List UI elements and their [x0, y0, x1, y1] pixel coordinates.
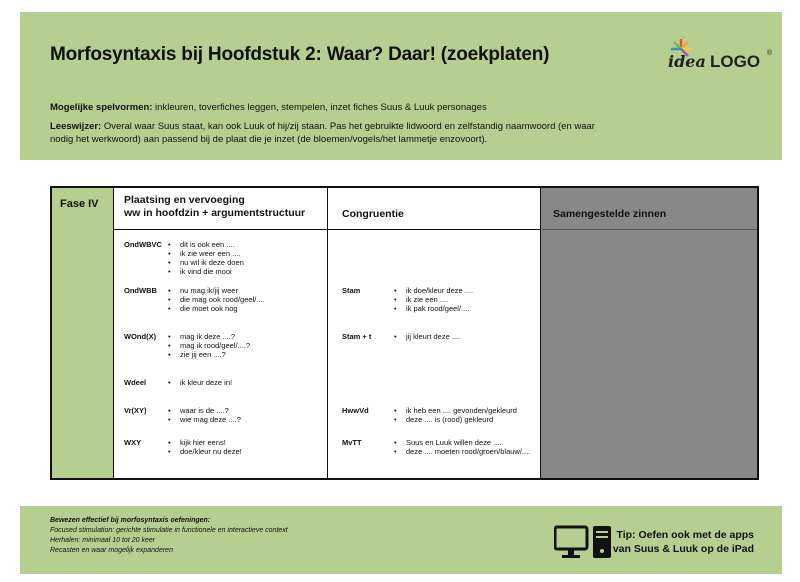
spelvormen-text: inkleuren, toverfiches leggen, stempelen, inzet fiches Suus & Luuk personages — [152, 102, 487, 113]
spelvormen-line — [50, 102, 487, 113]
footer-banner — [20, 506, 782, 574]
fase-label: Fase IV — [60, 198, 99, 210]
exercise-table — [50, 186, 759, 480]
entry-code: Stam — [342, 286, 361, 295]
plaatsing-header — [114, 188, 327, 230]
entry-list — [168, 240, 244, 276]
entry-list — [168, 286, 265, 313]
computer-devices-icon — [554, 524, 614, 560]
spelvormen-label: Mogelijke spelvormen: — [50, 102, 153, 113]
entry-code: WXY — [124, 438, 142, 447]
footer-heading: Bewezen effectief bij morfosyntaxis oefeningen: — [50, 517, 211, 524]
entry-item: • waar is de ....? — [168, 406, 241, 415]
samengestelde-zinnen-column — [541, 188, 757, 478]
plaatsing-header-line2: ww in hoofdzin + argumentstructuur — [124, 207, 306, 219]
entry-code: Vr(XY) — [124, 406, 147, 415]
entry-list — [394, 438, 530, 456]
header-banner — [20, 12, 782, 160]
footer-line: Herhalen: minimaal 10 tot 20 keer — [50, 537, 156, 544]
plaatsing-header-line1: Plaatsing en vervoeging — [124, 194, 245, 206]
tip-text — [613, 528, 754, 556]
entry-item: • ik zie een .... — [394, 295, 473, 304]
samengestelde-zinnen-header: Samengestelde zinnen — [541, 188, 757, 230]
entry-list — [394, 332, 460, 341]
entry-list — [168, 406, 241, 424]
entry-code: OndWBB — [124, 286, 157, 295]
entry-item: • dit is ook een .... — [168, 240, 244, 249]
computer-tower-icon — [593, 526, 611, 558]
entry-item: • ik heb een .... gevonden/gekleurd — [394, 406, 517, 415]
computer-monitor-icon — [555, 527, 587, 558]
entry-list — [394, 286, 473, 313]
entry-code: WOnd(X) — [124, 332, 157, 341]
logo-word-logo: LOGO — [710, 52, 761, 71]
entry-item: • ik pak rood/geel/.... — [394, 304, 473, 313]
logo-registered-mark: ® — [766, 50, 772, 57]
entry-item: • Suus en Luuk willen deze .... — [394, 438, 530, 447]
footer-evidence-text — [50, 516, 288, 556]
entry-item: • mag ik deze ....? — [168, 332, 250, 341]
entry-item: • zie jij een ....? — [168, 350, 250, 359]
entry-item: • ik kleur deze in! — [168, 378, 232, 387]
entry-item: • ik zie weer een .... — [168, 249, 244, 258]
entry-item: • doe/kleur nu deze! — [168, 447, 242, 456]
entry-item: • mag ik rood/geel/....? — [168, 341, 250, 350]
idealogo-logo — [664, 36, 774, 76]
entry-item: • kijk hier eens! — [168, 438, 242, 447]
entry-item: • nu mag ik/jij weer — [168, 286, 265, 295]
footer-line: Recasten en waar mogelijk expanderen — [50, 547, 173, 554]
leeswijzer-label: Leeswijzer: — [50, 121, 102, 132]
entry-list — [168, 332, 250, 359]
page-title: Morfosyntaxis bij Hoofdstuk 2: Waar? Daar! (zoekplaten) — [50, 44, 550, 65]
entry-item: • nu wil ik deze doen — [168, 258, 244, 267]
entry-code: Stam + t — [342, 332, 372, 341]
entry-item: • ik doe/kleur deze .... — [394, 286, 473, 295]
congruentie-header: Congruentie — [328, 188, 540, 230]
entry-item: • deze .... moeten rood/groen/blauw/.... — [394, 447, 530, 456]
congruentie-column — [328, 188, 541, 478]
footer-line: Focused stimulation: gerichte stimulatie in functionele en interactieve context — [50, 527, 288, 534]
entry-code: HwwVd — [342, 406, 369, 415]
entry-item: • wie mag deze ....? — [168, 415, 241, 424]
entry-code: Wdeel — [124, 378, 147, 387]
leeswijzer-paragraph — [50, 120, 610, 146]
entry-item: • deze .... is (rood) gekleurd — [394, 415, 517, 424]
tip-line2: van Suus & Luuk op de iPad — [612, 543, 754, 555]
logo-word-idea: idea — [668, 52, 706, 71]
entry-code: OndWBVC — [124, 240, 162, 249]
leeswijzer-text: Overal waar Suus staat, kan ook Luuk of hij/zij staan. Pas het gebruikte lidwoord en zelfstandig naamwoord (en waar nodig het werkwoord) aan passend bij de plaat die je inzet (de bloemen/vogels/het lammetje enzovoort). — [50, 121, 595, 145]
entry-item: • die mag ook rood/geel/.... — [168, 295, 265, 304]
entry-list — [168, 438, 242, 456]
entry-item: • die moet ook nog — [168, 304, 265, 313]
entry-list — [168, 378, 232, 387]
entry-list — [394, 406, 517, 424]
entry-item: • jij kleurt deze .... — [394, 332, 460, 341]
fase-column — [52, 188, 114, 478]
entry-item: • ik vind die mooi — [168, 267, 244, 276]
tip-line1: Tip: Oefen ook met de apps — [616, 529, 754, 541]
plaatsing-column — [114, 188, 328, 478]
entry-code: MvTT — [342, 438, 362, 447]
